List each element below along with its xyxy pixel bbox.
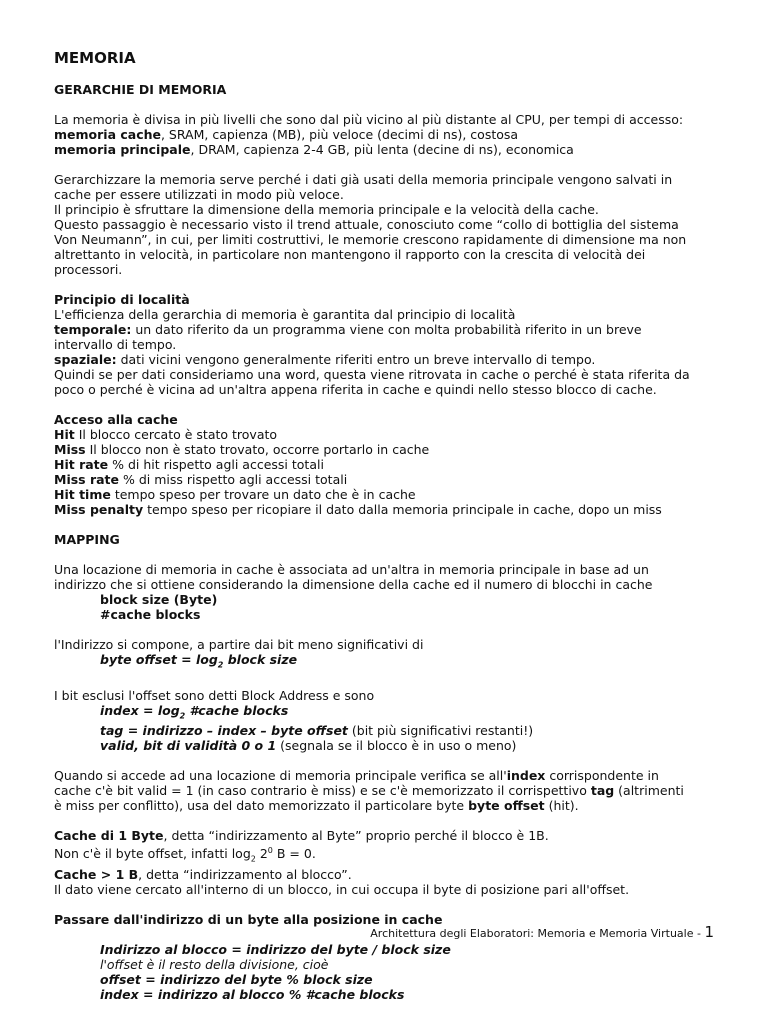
term-tag: tag (590, 783, 615, 798)
term: Miss rate (54, 472, 120, 487)
formula-text: tag = indirizzo – index – byte offset (100, 723, 348, 738)
formula-valid (54, 738, 722, 753)
text-line (54, 142, 722, 157)
text-line (54, 768, 722, 783)
desc: % di hit rispetto agli accessi totali (108, 457, 324, 472)
formula-index-cache: index = indirizzo al blocco % #cache blocks (100, 986, 405, 1002)
text: 2 (255, 846, 268, 862)
list-item (54, 442, 722, 457)
text-line: I bit esclusi l'offset sono detti Block Address e sono (54, 687, 375, 703)
desc-memoria-principale: , DRAM, capienza 2-4 GB, più lenta (decine di ns), economica (190, 142, 574, 157)
text-line: poco o perché è vicina ad un'altra appena riferita in cache e quindi nello stesso blocco di cache. (54, 382, 657, 397)
page-number: 1 (704, 923, 714, 941)
footer-text: Architettura degli Elaboratori: Memoria e Memoria Virtuale - (370, 927, 705, 940)
subscript: 2 (250, 854, 256, 864)
term-byte-offset: byte offset (468, 798, 545, 813)
list-item (54, 427, 722, 442)
term: Hit time (54, 487, 111, 502)
text: è miss per conflitto), usa del dato memorizzato il particolare byte (54, 798, 469, 813)
section-localita (54, 292, 722, 397)
text-line: Il principio è sfruttare la dimensione della memoria principale e la velocità della cache. (54, 202, 599, 217)
page-title: MEMORIA (54, 49, 136, 67)
heading-passare: Passare dall'indirizzo di un byte alla posizione in cache (54, 911, 443, 927)
subscript: 2 (217, 660, 224, 670)
term: Hit (54, 427, 75, 442)
formula-block-size: block size (Byte) (100, 592, 218, 607)
formula-note: (bit più significativi restanti!) (347, 723, 534, 738)
formula-indirizzo-blocco: Indirizzo al blocco = indirizzo del byte / block size (100, 941, 451, 957)
text-line (54, 127, 722, 142)
paragraph-indirizzo (54, 637, 722, 673)
formula-block-passare (54, 942, 722, 1002)
paragraph-cache-bytes (54, 828, 722, 897)
text-line (54, 828, 722, 843)
text: corrispondente in (545, 768, 659, 783)
text: (hit). (544, 798, 579, 813)
formula-text: block size (223, 652, 298, 667)
document-page (54, 48, 722, 1017)
heading-mapping: MAPPING (54, 532, 120, 547)
term-memoria-principale: memoria principale (54, 142, 191, 157)
text: B = 0. (272, 846, 316, 862)
heading-accesso-cache: Acceso alla cache (54, 412, 178, 427)
desc: tempo speso per ricopiare il dato dalla memoria principale in cache, dopo un miss (143, 502, 662, 517)
desc-memoria-cache: , SRAM, capienza (MB), più veloce (decimi di ns), costosa (160, 127, 519, 142)
formula-offset: offset = indirizzo del byte % block size (100, 971, 373, 987)
formula-cache-blocks: #cache blocks (100, 607, 201, 622)
paragraph-gerarchizzare (54, 172, 722, 277)
text: , detta “indirizzamento al Byte” proprio perché il blocco è 1B. (163, 828, 549, 843)
text-line: indirizzo che si ottiene considerando la dimensione della cache ed il numero di blocchi in cache (54, 577, 653, 592)
text-line: La memoria è divisa in più livelli che sono dal più vicino al più distante al CPU, per tempi di accesso: (54, 112, 684, 127)
text-line: intervallo di tempo. (54, 337, 177, 352)
text-line (54, 843, 722, 867)
text-line (54, 867, 722, 882)
text-line: Gerarchizzare la memoria serve perché i dati già usati della memoria principale vengono salvati in (54, 172, 673, 187)
paragraph-gerarchie-intro (54, 112, 722, 157)
term-spaziale: spaziale: (54, 352, 117, 367)
text-line: Quindi se per dati consideriamo una word, questa viene ritrovata in cache o perché è stata riferita da (54, 367, 690, 382)
list-item (54, 487, 722, 502)
text: cache c'è bit valid = 1 (in caso contrario è miss) e se c'è memorizzato il corrispettivo (54, 783, 591, 798)
formula-text: #cache blocks (185, 702, 289, 718)
term-memoria-cache: memoria cache (54, 127, 161, 142)
text: Non c'è il byte offset, infatti log (54, 846, 251, 862)
text: , detta “indirizzamento al blocco”. (138, 866, 352, 882)
text-line (54, 322, 722, 337)
term: Miss penalty (54, 502, 144, 517)
text: Quando si accede ad una locazione di memoria principale verifica se all' (54, 768, 507, 783)
text-line (54, 783, 722, 798)
subscript: 2 (179, 711, 186, 720)
term-temporale: temporale: (54, 322, 132, 337)
desc-temporale: un dato riferito da un programma viene con molta probabilità riferito in un breve (131, 322, 642, 337)
formula-text: index = log (100, 702, 180, 718)
text-line: cache per essere utilizzati in modo più veloce. (54, 187, 344, 202)
text-line: l'Indirizzo si compone, a partire dai bit meno significativi di (54, 637, 424, 652)
paragraph-mapping-intro (54, 562, 722, 622)
text-line: Questo passaggio è necessario visto il trend attuale, conosciuto come “collo di bottiglia del sistema (54, 217, 679, 232)
text-line: Von Neumann”, in cui, per limiti costruttivi, le memorie crescono rapidamente di dimensione ma non (54, 232, 687, 247)
section-accesso-cache (54, 412, 722, 517)
formula-text: byte offset = log (100, 652, 218, 667)
formula-tag (54, 723, 722, 738)
page-footer (370, 924, 714, 942)
text-line (54, 798, 722, 813)
formula-byte-offset (54, 652, 722, 673)
list-item (54, 502, 722, 517)
term-cache-1-byte: Cache di 1 Byte (54, 828, 164, 843)
text-line: processori. (54, 262, 123, 277)
paragraph-block-address (54, 688, 722, 754)
text: (altrimenti (614, 783, 684, 798)
text-line: altrettanto in velocità, in particolare non mantengono il rapporto con la crescita di velocità dei (54, 247, 646, 262)
formula-note: l'offset è il resto della divisione, cioè (100, 956, 329, 972)
desc: % di miss rispetto agli accessi totali (119, 472, 348, 487)
term: Miss (54, 442, 86, 457)
list-item (54, 457, 722, 472)
paragraph-accesso (54, 768, 722, 813)
heading-localita: Principio di località (54, 292, 190, 307)
formula-note: (segnala se il blocco è in uso o meno) (276, 738, 517, 753)
text-line: Il dato viene cercato all'interno di un blocco, in cui occupa il byte di posizione pari all'offset. (54, 881, 630, 897)
list-item (54, 472, 722, 487)
term: Hit rate (54, 457, 109, 472)
text-line: L'efficienza della gerarchia di memoria è garantita dal principio di località (54, 307, 516, 322)
formula-index (54, 703, 722, 724)
formula-text: valid, bit di validità 0 o 1 (100, 738, 277, 753)
superscript: 0 (267, 846, 273, 855)
desc-spaziale: dati vicini vengono generalmente riferiti entro un breve intervallo di tempo. (116, 352, 596, 367)
desc: tempo speso per trovare un dato che è in cache (110, 487, 416, 502)
desc: Il blocco cercato è stato trovato (74, 427, 278, 442)
text-line (54, 352, 722, 367)
desc: Il blocco non è stato trovato, occorre portarlo in cache (85, 442, 430, 457)
heading-gerarchie: GERARCHIE DI MEMORIA (54, 82, 227, 97)
text-line: Una locazione di memoria in cache è associata ad un'altra in memoria principale in base ad un (54, 562, 649, 577)
term-cache-gt-1b: Cache > 1 B (54, 866, 139, 882)
term-index: index (506, 768, 546, 783)
